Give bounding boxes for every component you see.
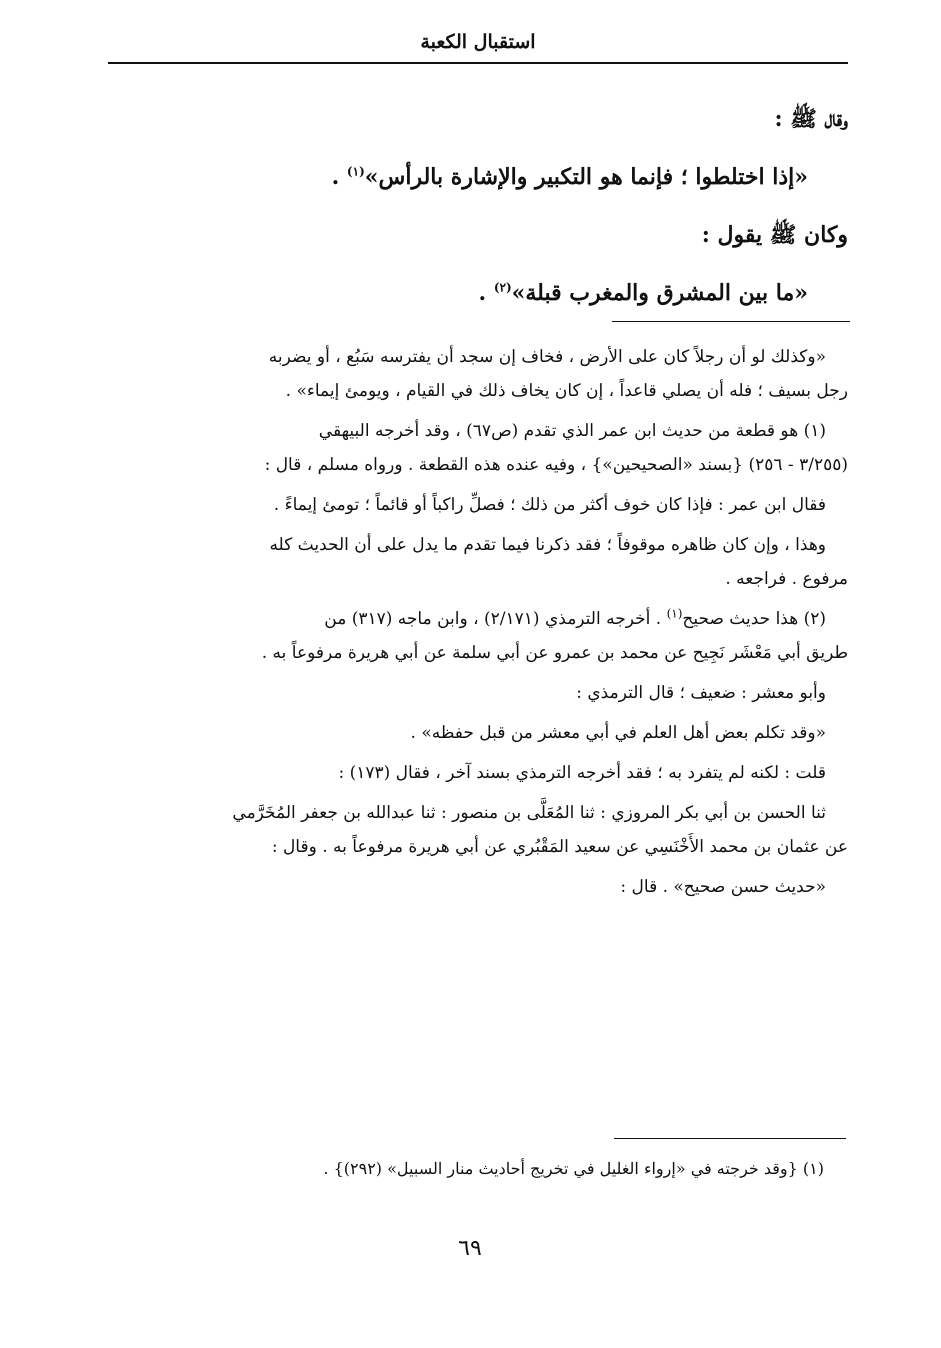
footnote-line: (١) {وقد خرجته في «إرواء الغليل في تخريج أحاديث منار السبيل» (٢٩٢)} . bbox=[323, 1159, 824, 1178]
note-line: وأبو معشر : ضعيف ؛ قال الترمذي : bbox=[576, 683, 826, 703]
footnote-divider bbox=[614, 1138, 846, 1139]
note-line: قلت : لكنه لم يتفرد به ؛ فقد أخرجه الترمذي بسند آخر ، فقال (١٧٣) : bbox=[338, 763, 826, 783]
notes-divider bbox=[612, 321, 850, 322]
note-line: رجل بسيف ؛ فله أن يصلي قاعداً ، إن كان يخاف ذلك في القيام ، ويومئ إيماء» . bbox=[285, 381, 848, 401]
notes-section bbox=[110, 340, 848, 904]
note-line: «حديث حسن صحيح» . قال : bbox=[620, 877, 826, 897]
note-line: (٢) هذا حديث صحيح$^{(١)}$ . أخرجه الترمذي (٢/١٧١) ، وابن ماجه (٣١٧) من bbox=[324, 606, 826, 629]
note-line: «وقد تكلم بعض أهل العلم في أبي معشر من قبل حفظه» . bbox=[410, 723, 826, 743]
main-line: «إذا اختلطوا ؛ فإنما هو التكبير والإشارة بالرأس»$^{(١)}$ . bbox=[331, 164, 808, 190]
main-line: وقال ﷺ : bbox=[774, 106, 848, 132]
note-line: مرفوع . فراجعه . bbox=[725, 569, 848, 589]
footnote-section bbox=[110, 1152, 848, 1186]
note-line: فقال ابن عمر : فإذا كان خوف أكثر من ذلك ؛ فصلِّ راكباً أو قائماً ؛ تومئ إيماءً . bbox=[273, 495, 826, 515]
page-header bbox=[108, 26, 848, 64]
note-line: عن عثمان بن محمد الأَخْنَسِي عن سعيد المَقْبُري عن أبي هريرة مرفوعاً به . وقال : bbox=[271, 837, 848, 857]
note-line: (١) هو قطعة من حديث ابن عمر الذي تقدم (ص٦٧) ، وقد أخرجه البيهقي bbox=[318, 421, 826, 441]
note-line: طريق أبي مَعْشَر نَجِيح عن محمد بن عمرو عن أبي سلمة عن أبي هريرة مرفوعاً به . bbox=[261, 643, 848, 663]
page-title: استقبال الكعبة bbox=[420, 31, 536, 53]
main-text bbox=[110, 90, 848, 322]
footnote-ref: (١) bbox=[666, 606, 683, 621]
note-line: «وكذلك لو أن رجلاً كان على الأرض ، فخاف إن سجد أن يفترسه سَبُع ، أو يضربه bbox=[268, 347, 826, 367]
footnote-ref: (٢) bbox=[493, 280, 512, 295]
main-line: «ما بين المشرق والمغرب قبلة»$^{(٢)}$ . bbox=[478, 280, 808, 306]
main-line: وكان ﷺ يقول : bbox=[701, 222, 848, 248]
footnote-ref: (١) bbox=[346, 164, 365, 179]
note-line: ثنا الحسن بن أبي بكر المروزي : ثنا المُعَلَّى بن منصور : ثنا عبدالله بن جعفر المُخَرَّمي bbox=[232, 803, 826, 823]
note-line: وهذا ، وإن كان ظاهره موقوفاً ؛ فقد ذكرنا فيما تقدم ما يدل على أن الحديث كله bbox=[269, 535, 826, 555]
page-number: ٦٩ bbox=[458, 1236, 482, 1261]
note-line: (٣/٢٥٥ - ٢٥٦) {بسند «الصحيحين»} ، وفيه عنده هذه القطعة . ورواه مسلم ، قال : bbox=[264, 455, 848, 475]
